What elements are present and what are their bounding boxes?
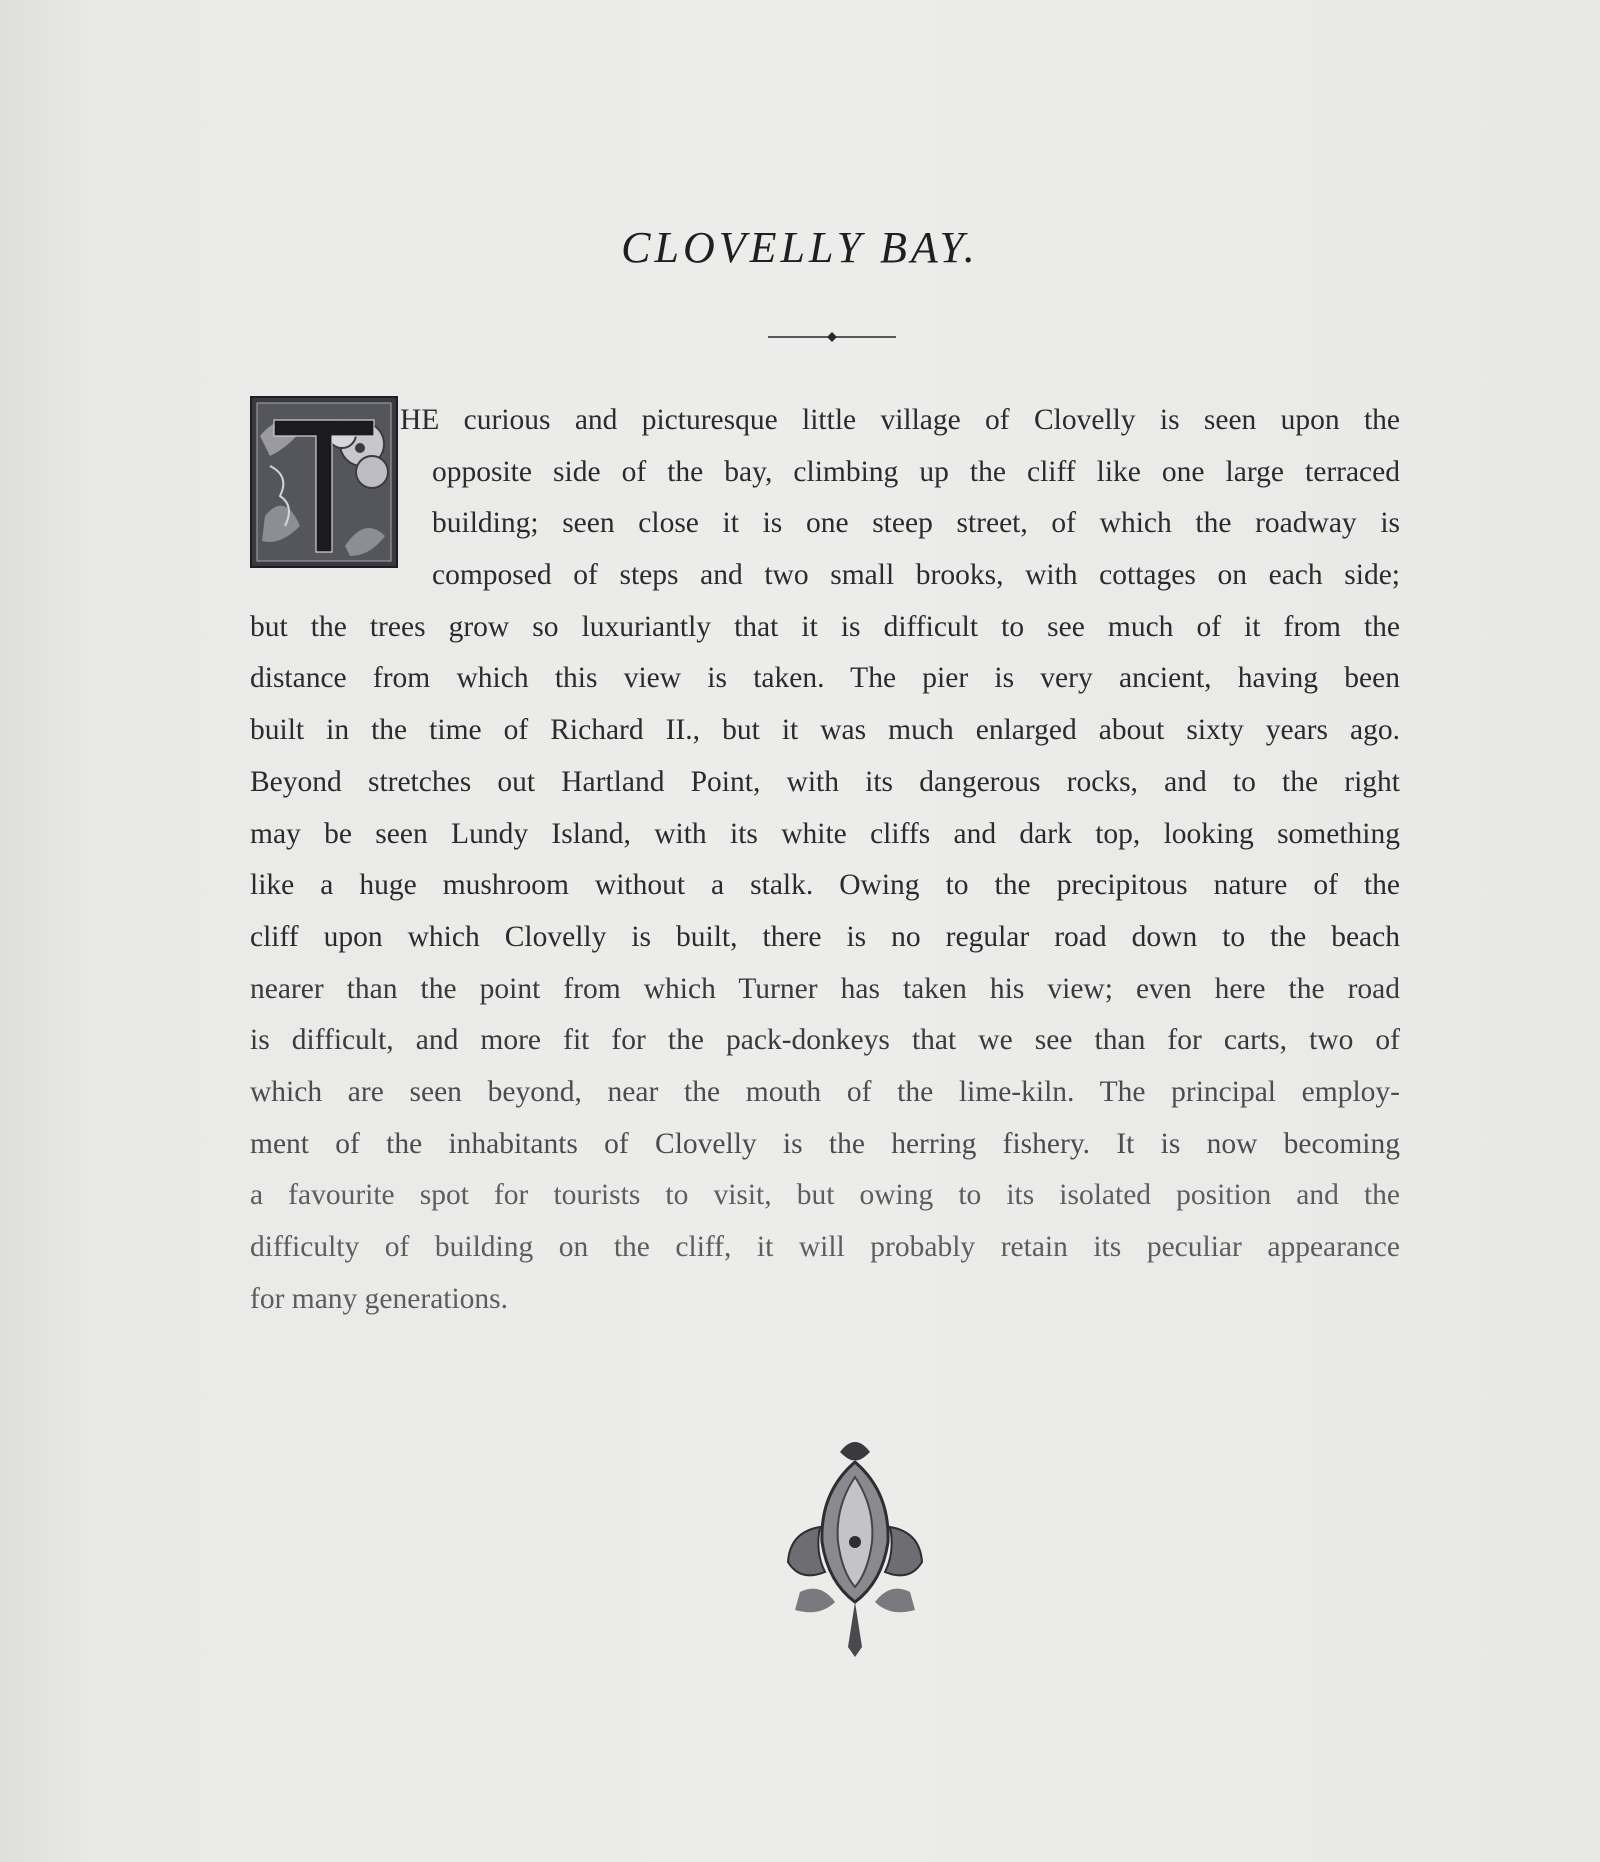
text-line: HE curious and picturesque little village of Clovelly is seen upon the <box>400 404 1400 436</box>
text-line: Beyond stretches out Hartland Point, with its dangerous rocks, and to the right <box>250 765 1400 798</box>
body-paragraph <box>250 395 1400 1325</box>
text-line: built in the time of Richard II., but it was much enlarged about sixty years ago. <box>250 714 1400 747</box>
text-line: distance from which this view is taken. The pier is very ancient, having been <box>250 662 1400 695</box>
text-line: but the trees grow so luxuriantly that it is difficult to see much of it from the <box>250 610 1400 643</box>
text-line: like a huge mushroom without a stalk. Owing to the precipitous nature of the <box>250 869 1400 902</box>
text-line: opposite side of the bay, climbing up the cliff like one large terraced <box>432 455 1400 488</box>
feather-plume-ornament-icon <box>780 1432 930 1662</box>
text-line: nearer than the point from which Turner has taken his view; even here the road <box>250 972 1400 1005</box>
text-line: cliff upon which Clovelly is built, there is no regular road down to the beach <box>250 920 1400 953</box>
text-line: may be seen Lundy Island, with its white cliffs and dark top, looking something <box>250 817 1400 850</box>
text-line: is difficult, and more fit for the pack-donkeys that we see than for carts, two of <box>250 1024 1400 1057</box>
text-line: which are seen beyond, near the mouth of the lime-kiln. The principal employ- <box>250 1075 1400 1108</box>
text-line: building; seen close it is one steep street, of which the roadway is <box>432 507 1400 540</box>
page-title: CLOVELLY BAY. <box>621 223 979 272</box>
text-line: composed of steps and two small brooks, with cottages on each side; <box>432 559 1400 592</box>
text-line: for many generations. <box>250 1282 509 1315</box>
text-line: ment of the inhabitants of Clovelly is the herring fishery. It is now becoming <box>250 1127 1400 1160</box>
text-line: difficulty of building on the cliff, it will probably retain its peculiar appearance <box>250 1231 1400 1263</box>
diamond-rule-icon <box>768 330 896 344</box>
text-line: a favourite spot for tourists to visit, but owing to its isolated position and the <box>250 1179 1400 1212</box>
